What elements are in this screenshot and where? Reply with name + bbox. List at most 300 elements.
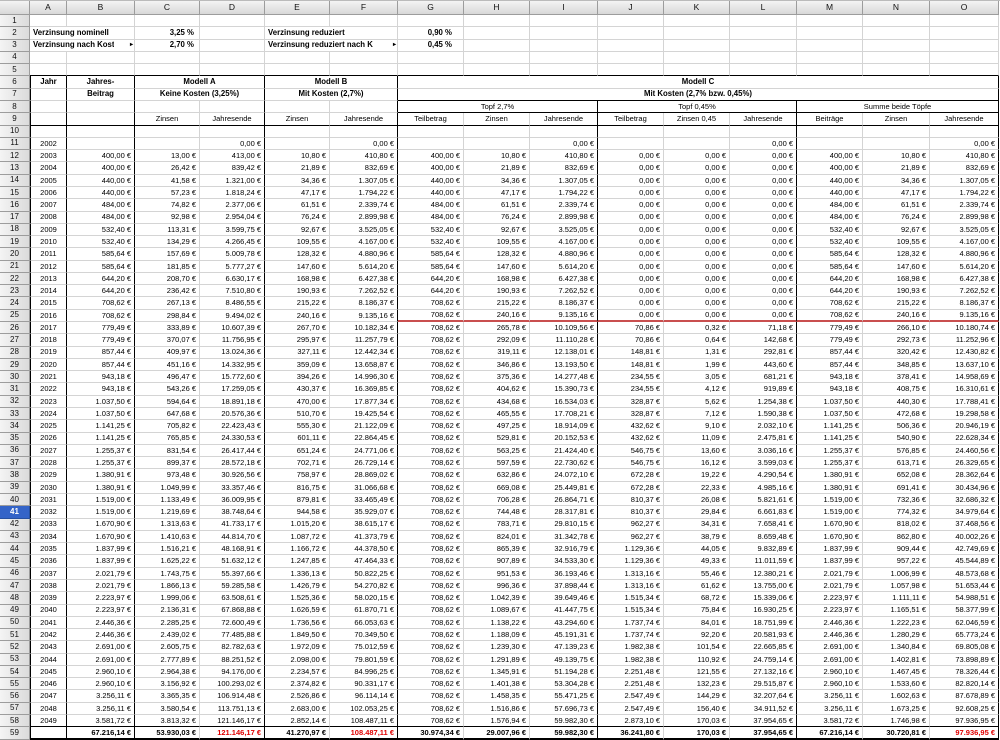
cell-O50[interactable]: 62.046,59 €: [930, 617, 999, 629]
row-header-19[interactable]: 19: [0, 236, 30, 248]
cell-I25[interactable]: 9.135,16 €: [530, 310, 598, 322]
cell-I57[interactable]: 57.696,73 €: [530, 703, 598, 715]
row-header-12[interactable]: 12: [0, 150, 30, 162]
cell-O25[interactable]: 9.135,16 €: [930, 310, 999, 322]
cell-D1[interactable]: [200, 15, 265, 27]
cell-B56[interactable]: 3.256,11 €: [67, 690, 135, 702]
cell-G19[interactable]: 532,40 €: [398, 236, 464, 248]
cell-O56[interactable]: 87.678,89 €: [930, 690, 999, 702]
cell-L57[interactable]: 34.911,52 €: [730, 703, 797, 715]
cell-I59[interactable]: 59.982,30 €: [530, 727, 598, 739]
cell-C35[interactable]: 765,85 €: [135, 433, 200, 445]
cell-M46[interactable]: 2.021,79 €: [797, 568, 863, 580]
cell-C8[interactable]: [135, 101, 200, 113]
cell-E42[interactable]: 1.015,20 €: [265, 519, 330, 531]
cell-I15[interactable]: 1.794,22 €: [530, 187, 598, 199]
cell-J30[interactable]: 234,55 €: [598, 371, 664, 383]
cell-O45[interactable]: 45.544,89 €: [930, 555, 999, 567]
cell-B54[interactable]: 2.960,10 €: [67, 666, 135, 678]
cell-J11[interactable]: [598, 138, 664, 150]
cell-G10[interactable]: [398, 126, 464, 138]
cell-L25[interactable]: 0,00 €: [730, 310, 797, 322]
column-header-L[interactable]: L: [730, 1, 797, 15]
cell-D50[interactable]: 72.600,49 €: [200, 617, 265, 629]
cell-E56[interactable]: 2.526,86 €: [265, 690, 330, 702]
cell-I49[interactable]: 41.447,75 €: [530, 605, 598, 617]
cell-I50[interactable]: 43.294,60 €: [530, 617, 598, 629]
cell-K46[interactable]: 55,46 €: [664, 568, 730, 580]
cell-F57[interactable]: 102.053,25 €: [330, 703, 398, 715]
cell-I38[interactable]: 24.072,10 €: [530, 469, 598, 481]
row-header-18[interactable]: 18: [0, 224, 30, 236]
cell-H43[interactable]: 824,01 €: [464, 531, 530, 543]
row-header-15[interactable]: 15: [0, 187, 30, 199]
cell-I56[interactable]: 55.471,25 €: [530, 690, 598, 702]
cell-O11[interactable]: 0,00 €: [930, 138, 999, 150]
cell-G2[interactable]: 0,90 %: [398, 27, 464, 39]
row-header-52[interactable]: 52: [0, 641, 30, 653]
cell-J12[interactable]: 0,00 €: [598, 150, 664, 162]
cell-N15[interactable]: 47,17 €: [863, 187, 930, 199]
cell-L49[interactable]: 16.930,25 €: [730, 605, 797, 617]
cell-I13[interactable]: 832,69 €: [530, 162, 598, 174]
cell-L56[interactable]: 32.207,64 €: [730, 690, 797, 702]
row-header-14[interactable]: 14: [0, 175, 30, 187]
cell-G52[interactable]: 708,62 €: [398, 641, 464, 653]
cell-B48[interactable]: 2.223,97 €: [67, 592, 135, 604]
cell-D20[interactable]: 5.009,78 €: [200, 248, 265, 260]
cell-N43[interactable]: 862,80 €: [863, 531, 930, 543]
cell-H16[interactable]: 61,51 €: [464, 199, 530, 211]
cell-I11[interactable]: 0,00 €: [530, 138, 598, 150]
cell-F33[interactable]: 19.425,54 €: [330, 408, 398, 420]
cell-G16[interactable]: 484,00 €: [398, 199, 464, 211]
cell-K41[interactable]: 29,84 €: [664, 506, 730, 518]
cell-B59[interactable]: 67.216,14 €: [67, 727, 135, 739]
row-header-49[interactable]: 49: [0, 605, 30, 617]
cell-J45[interactable]: 1.129,36 €: [598, 555, 664, 567]
row-header-33[interactable]: 33: [0, 408, 30, 420]
cell-F5[interactable]: [330, 64, 398, 76]
row-header-51[interactable]: 51: [0, 629, 30, 641]
cell-J51[interactable]: 1.737,74 €: [598, 629, 664, 641]
cell-C9[interactable]: Zinsen: [135, 113, 200, 125]
cell-I5[interactable]: [530, 64, 598, 76]
cell-A33[interactable]: 2024: [30, 408, 67, 420]
cell-J38[interactable]: 672,28 €: [598, 469, 664, 481]
cell-A4[interactable]: [30, 52, 67, 64]
cell-G9[interactable]: Teilbetrag: [398, 113, 464, 125]
cell-D2[interactable]: [200, 27, 265, 39]
cell-G35[interactable]: 708,62 €: [398, 433, 464, 445]
cell-A5[interactable]: [30, 64, 67, 76]
cell-N14[interactable]: 34,36 €: [863, 175, 930, 187]
cell-L26[interactable]: 71,18 €: [730, 322, 797, 334]
cell-N59[interactable]: 30.720,81 €: [863, 727, 930, 739]
cell-I27[interactable]: 11.110,28 €: [530, 334, 598, 346]
cell-A21[interactable]: 2012: [30, 261, 67, 273]
cell-E47[interactable]: 1.426,79 €: [265, 580, 330, 592]
cell-G1[interactable]: [398, 15, 464, 27]
cell-A55[interactable]: 2046: [30, 678, 67, 690]
row-header-24[interactable]: 24: [0, 297, 30, 309]
cell-F53[interactable]: 79.801,59 €: [330, 654, 398, 666]
cell-O29[interactable]: 13.637,10 €: [930, 359, 999, 371]
cell-J16[interactable]: 0,00 €: [598, 199, 664, 211]
cell-B42[interactable]: 1.670,90 €: [67, 519, 135, 531]
cell-B5[interactable]: [67, 64, 135, 76]
row-header-36[interactable]: 36: [0, 445, 30, 457]
cell-D18[interactable]: 3.599,75 €: [200, 224, 265, 236]
cell-G39[interactable]: 708,62 €: [398, 482, 464, 494]
cell-E3[interactable]: [265, 40, 398, 52]
cell-N39[interactable]: 691,41 €: [863, 482, 930, 494]
cell-O41[interactable]: 34.979,64 €: [930, 506, 999, 518]
cell-H57[interactable]: 1.516,86 €: [464, 703, 530, 715]
cell-H36[interactable]: 563,25 €: [464, 445, 530, 457]
cell-G47[interactable]: 708,62 €: [398, 580, 464, 592]
cell-K2[interactable]: [664, 27, 730, 39]
cell-D43[interactable]: 44.814,70 €: [200, 531, 265, 543]
cell-K26[interactable]: 0,32 €: [664, 322, 730, 334]
cell-G25[interactable]: 708,62 €: [398, 310, 464, 322]
cell-M9[interactable]: Beiträge: [797, 113, 863, 125]
row-header-40[interactable]: 40: [0, 494, 30, 506]
cell-A26[interactable]: 2017: [30, 322, 67, 334]
cell-M18[interactable]: 532,40 €: [797, 224, 863, 236]
cell-G44[interactable]: 708,62 €: [398, 543, 464, 555]
row-header-45[interactable]: 45: [0, 555, 30, 567]
cell-F34[interactable]: 21.122,09 €: [330, 420, 398, 432]
cell-M59[interactable]: 67.216,14 €: [797, 727, 863, 739]
cell-I39[interactable]: 25.449,81 €: [530, 482, 598, 494]
cell-E5[interactable]: [265, 64, 330, 76]
cell-N57[interactable]: 1.673,25 €: [863, 703, 930, 715]
cell-B35[interactable]: 1.141,25 €: [67, 433, 135, 445]
cell-D5[interactable]: [200, 64, 265, 76]
cell-F9[interactable]: Jahresende: [330, 113, 398, 125]
cell-I20[interactable]: 4.880,96 €: [530, 248, 598, 260]
cell-D31[interactable]: 17.259,05 €: [200, 383, 265, 395]
cell-D40[interactable]: 36.009,95 €: [200, 494, 265, 506]
cell-K42[interactable]: 34,31 €: [664, 519, 730, 531]
cell-D8[interactable]: [200, 101, 265, 113]
cell-C34[interactable]: 705,82 €: [135, 420, 200, 432]
cell-F50[interactable]: 66.053,63 €: [330, 617, 398, 629]
cell-E4[interactable]: [265, 52, 330, 64]
cell-G26[interactable]: 708,62 €: [398, 322, 464, 334]
cell-E26[interactable]: 267,70 €: [265, 322, 330, 334]
cell-A19[interactable]: 2010: [30, 236, 67, 248]
row-header-59[interactable]: 59: [0, 727, 30, 739]
cell-D25[interactable]: 9.494,02 €: [200, 310, 265, 322]
cell-B1[interactable]: [67, 15, 135, 27]
cell-B17[interactable]: 484,00 €: [67, 212, 135, 224]
cell-E59[interactable]: 41.270,97 €: [265, 727, 330, 739]
cell-B57[interactable]: 3.256,11 €: [67, 703, 135, 715]
cell-O51[interactable]: 65.773,24 €: [930, 629, 999, 641]
cell-J13[interactable]: 0,00 €: [598, 162, 664, 174]
cell-A39[interactable]: 2030: [30, 482, 67, 494]
cell-M35[interactable]: 1.141,25 €: [797, 433, 863, 445]
cell-B26[interactable]: 779,49 €: [67, 322, 135, 334]
cell-L48[interactable]: 15.339,06 €: [730, 592, 797, 604]
cell-A58[interactable]: 2049: [30, 715, 67, 727]
row-header-47[interactable]: 47: [0, 580, 30, 592]
cell-M25[interactable]: 708,62 €: [797, 310, 863, 322]
cell-D24[interactable]: 8.486,55 €: [200, 297, 265, 309]
cell-I17[interactable]: 2.899,98 €: [530, 212, 598, 224]
cell-N46[interactable]: 1.006,99 €: [863, 568, 930, 580]
cell-D19[interactable]: 4.266,45 €: [200, 236, 265, 248]
cell-B20[interactable]: 585,64 €: [67, 248, 135, 260]
cell-F15[interactable]: 1.794,22 €: [330, 187, 398, 199]
cell-A13[interactable]: 2004: [30, 162, 67, 174]
cell-N33[interactable]: 472,68 €: [863, 408, 930, 420]
cell-E38[interactable]: 758,97 €: [265, 469, 330, 481]
cell-D44[interactable]: 48.168,91 €: [200, 543, 265, 555]
row-header-50[interactable]: 50: [0, 617, 30, 629]
cell-I1[interactable]: [530, 15, 598, 27]
cell-D35[interactable]: 24.330,53 €: [200, 433, 265, 445]
cell-G14[interactable]: 440,00 €: [398, 175, 464, 187]
cell-E44[interactable]: 1.166,72 €: [265, 543, 330, 555]
cell-C26[interactable]: 333,89 €: [135, 322, 200, 334]
cell-A44[interactable]: 2035: [30, 543, 67, 555]
cell-E41[interactable]: 944,58 €: [265, 506, 330, 518]
cell-H20[interactable]: 128,32 €: [464, 248, 530, 260]
cell-I41[interactable]: 28.317,81 €: [530, 506, 598, 518]
cell-E14[interactable]: 34,36 €: [265, 175, 330, 187]
cell-C3[interactable]: 2,70 %: [135, 40, 200, 52]
cell-N54[interactable]: 1.467,45 €: [863, 666, 930, 678]
cell-N47[interactable]: 1.057,98 €: [863, 580, 930, 592]
cell-C51[interactable]: 2.439,02 €: [135, 629, 200, 641]
cell-F25[interactable]: 9.135,16 €: [330, 310, 398, 322]
cell-H58[interactable]: 1.576,94 €: [464, 715, 530, 727]
cell-L46[interactable]: 12.380,21 €: [730, 568, 797, 580]
cell-J48[interactable]: 1.515,34 €: [598, 592, 664, 604]
cell-L23[interactable]: 0,00 €: [730, 285, 797, 297]
cell-H54[interactable]: 1.345,91 €: [464, 666, 530, 678]
cell-J27[interactable]: 70,86 €: [598, 334, 664, 346]
cell-N56[interactable]: 1.602,63 €: [863, 690, 930, 702]
cell-E7[interactable]: Mit Kosten (2,7%): [265, 89, 398, 101]
cell-N58[interactable]: 1.746,98 €: [863, 715, 930, 727]
cell-D53[interactable]: 88.251,52 €: [200, 654, 265, 666]
cell-J55[interactable]: 2.251,48 €: [598, 678, 664, 690]
row-header-26[interactable]: 26: [0, 322, 30, 334]
cell-E43[interactable]: 1.087,72 €: [265, 531, 330, 543]
row-header-2[interactable]: 2: [0, 27, 30, 39]
cell-J1[interactable]: [598, 15, 664, 27]
cell-C56[interactable]: 3.365,35 €: [135, 690, 200, 702]
cell-L42[interactable]: 7.658,41 €: [730, 519, 797, 531]
cell-I24[interactable]: 8.186,37 €: [530, 297, 598, 309]
cell-N25[interactable]: 240,16 €: [863, 310, 930, 322]
cell-J21[interactable]: 0,00 €: [598, 261, 664, 273]
cell-J9[interactable]: Teilbetrag: [598, 113, 664, 125]
cell-C20[interactable]: 157,69 €: [135, 248, 200, 260]
cell-L19[interactable]: 0,00 €: [730, 236, 797, 248]
cell-H45[interactable]: 907,89 €: [464, 555, 530, 567]
cell-D15[interactable]: 1.818,24 €: [200, 187, 265, 199]
cell-D41[interactable]: 38.748,64 €: [200, 506, 265, 518]
cell-L29[interactable]: 443,60 €: [730, 359, 797, 371]
cell-K11[interactable]: [664, 138, 730, 150]
row-header-41[interactable]: 41: [0, 506, 30, 518]
cell-N53[interactable]: 1.402,81 €: [863, 654, 930, 666]
cell-K48[interactable]: 68,72 €: [664, 592, 730, 604]
cell-A27[interactable]: 2018: [30, 334, 67, 346]
cell-H4[interactable]: [464, 52, 530, 64]
cell-L31[interactable]: 919,89 €: [730, 383, 797, 395]
cell-F51[interactable]: 70.349,50 €: [330, 629, 398, 641]
cell-D45[interactable]: 51.632,12 €: [200, 555, 265, 567]
row-header-4[interactable]: 4: [0, 52, 30, 64]
cell-F30[interactable]: 14.996,30 €: [330, 371, 398, 383]
cell-D52[interactable]: 82.782,63 €: [200, 641, 265, 653]
cell-G38[interactable]: 708,62 €: [398, 469, 464, 481]
cell-E17[interactable]: 76,24 €: [265, 212, 330, 224]
cell-N1[interactable]: [863, 15, 930, 27]
cell-O16[interactable]: 2.339,74 €: [930, 199, 999, 211]
cell-N10[interactable]: [863, 126, 930, 138]
cell-H39[interactable]: 669,08 €: [464, 482, 530, 494]
row-header-53[interactable]: 53: [0, 654, 30, 666]
cell-C21[interactable]: 181,85 €: [135, 261, 200, 273]
cell-G34[interactable]: 708,62 €: [398, 420, 464, 432]
cell-L41[interactable]: 6.661,83 €: [730, 506, 797, 518]
cell-J36[interactable]: 546,75 €: [598, 445, 664, 457]
cell-D37[interactable]: 28.572,18 €: [200, 457, 265, 469]
cell-A12[interactable]: 2003: [30, 150, 67, 162]
cell-M36[interactable]: 1.255,37 €: [797, 445, 863, 457]
cell-C53[interactable]: 2.777,89 €: [135, 654, 200, 666]
column-header-N[interactable]: N: [863, 1, 930, 15]
cell-N27[interactable]: 292,73 €: [863, 334, 930, 346]
cell-A46[interactable]: 2037: [30, 568, 67, 580]
cell-J52[interactable]: 1.982,38 €: [598, 641, 664, 653]
cell-B28[interactable]: 857,44 €: [67, 347, 135, 359]
cell-O35[interactable]: 22.628,34 €: [930, 433, 999, 445]
cell-F20[interactable]: 4.880,96 €: [330, 248, 398, 260]
cell-A48[interactable]: 2039: [30, 592, 67, 604]
cell-A51[interactable]: 2042: [30, 629, 67, 641]
cell-G41[interactable]: 708,62 €: [398, 506, 464, 518]
cell-O54[interactable]: 78.326,44 €: [930, 666, 999, 678]
cell-O24[interactable]: 8.186,37 €: [930, 297, 999, 309]
cell-F37[interactable]: 26.729,14 €: [330, 457, 398, 469]
cell-M26[interactable]: 779,49 €: [797, 322, 863, 334]
cell-G20[interactable]: 585,64 €: [398, 248, 464, 260]
cell-C22[interactable]: 208,70 €: [135, 273, 200, 285]
cell-E48[interactable]: 1.525,36 €: [265, 592, 330, 604]
cell-G42[interactable]: 708,62 €: [398, 519, 464, 531]
cell-I26[interactable]: 10.109,56 €: [530, 322, 598, 334]
cell-L39[interactable]: 4.985,16 €: [730, 482, 797, 494]
cell-J59[interactable]: 36.241,80 €: [598, 727, 664, 739]
cell-I10[interactable]: [530, 126, 598, 138]
cell-M17[interactable]: 484,00 €: [797, 212, 863, 224]
cell-A56[interactable]: 2047: [30, 690, 67, 702]
cell-M8[interactable]: Summe beide Töpfe: [797, 101, 999, 113]
cell-I36[interactable]: 21.424,40 €: [530, 445, 598, 457]
cell-C58[interactable]: 3.813,32 €: [135, 715, 200, 727]
cell-H41[interactable]: 744,48 €: [464, 506, 530, 518]
cell-H19[interactable]: 109,55 €: [464, 236, 530, 248]
cell-I43[interactable]: 31.342,78 €: [530, 531, 598, 543]
cell-H52[interactable]: 1.239,30 €: [464, 641, 530, 653]
cell-I47[interactable]: 37.898,44 €: [530, 580, 598, 592]
cell-D22[interactable]: 6.630,17 €: [200, 273, 265, 285]
cell-K47[interactable]: 61,62 €: [664, 580, 730, 592]
cell-K12[interactable]: 0,00 €: [664, 150, 730, 162]
cell-K16[interactable]: 0,00 €: [664, 199, 730, 211]
cell-G7[interactable]: Mit Kosten (2,7% bzw. 0,45%): [398, 89, 999, 101]
cell-M34[interactable]: 1.141,25 €: [797, 420, 863, 432]
cell-M4[interactable]: [797, 52, 863, 64]
cell-D34[interactable]: 22.423,43 €: [200, 420, 265, 432]
cell-E18[interactable]: 92,67 €: [265, 224, 330, 236]
row-header-25[interactable]: 25: [0, 310, 30, 322]
cell-I34[interactable]: 18.914,09 €: [530, 420, 598, 432]
cell-K13[interactable]: 0,00 €: [664, 162, 730, 174]
cell-A1[interactable]: [30, 15, 67, 27]
cell-O13[interactable]: 832,69 €: [930, 162, 999, 174]
cell-F42[interactable]: 38.615,17 €: [330, 519, 398, 531]
cell-E11[interactable]: [265, 138, 330, 150]
cell-O34[interactable]: 20.946,19 €: [930, 420, 999, 432]
cell-K3[interactable]: [664, 40, 730, 52]
cell-K55[interactable]: 132,23 €: [664, 678, 730, 690]
cell-G8[interactable]: Topf 2,7%: [398, 101, 598, 113]
cell-D11[interactable]: 0,00 €: [200, 138, 265, 150]
cell-N3[interactable]: [863, 40, 930, 52]
cell-G37[interactable]: 708,62 €: [398, 457, 464, 469]
cell-O18[interactable]: 3.525,05 €: [930, 224, 999, 236]
cell-J54[interactable]: 2.251,48 €: [598, 666, 664, 678]
cell-L15[interactable]: 0,00 €: [730, 187, 797, 199]
cell-F21[interactable]: 5.614,20 €: [330, 261, 398, 273]
cell-O57[interactable]: 92.608,25 €: [930, 703, 999, 715]
cell-A8[interactable]: [30, 101, 67, 113]
cell-A16[interactable]: 2007: [30, 199, 67, 211]
cell-M2[interactable]: [797, 27, 863, 39]
cell-A47[interactable]: 2038: [30, 580, 67, 592]
cell-F46[interactable]: 50.822,25 €: [330, 568, 398, 580]
cell-M3[interactable]: [797, 40, 863, 52]
cell-C52[interactable]: 2.605,75 €: [135, 641, 200, 653]
cell-K56[interactable]: 144,29 €: [664, 690, 730, 702]
cell-G5[interactable]: [398, 64, 464, 76]
cell-F8[interactable]: [330, 101, 398, 113]
cell-M31[interactable]: 943,18 €: [797, 383, 863, 395]
row-header-34[interactable]: 34: [0, 420, 30, 432]
cell-C37[interactable]: 899,37 €: [135, 457, 200, 469]
cell-I12[interactable]: 410,80 €: [530, 150, 598, 162]
cell-N44[interactable]: 909,44 €: [863, 543, 930, 555]
cell-J41[interactable]: 810,37 €: [598, 506, 664, 518]
cell-E40[interactable]: 879,81 €: [265, 494, 330, 506]
cell-E31[interactable]: 430,37 €: [265, 383, 330, 395]
cell-J39[interactable]: 672,28 €: [598, 482, 664, 494]
cell-D16[interactable]: 2.377,06 €: [200, 199, 265, 211]
column-header-H[interactable]: H: [464, 1, 530, 15]
column-header-J[interactable]: J: [598, 1, 664, 15]
cell-J15[interactable]: 0,00 €: [598, 187, 664, 199]
cell-F39[interactable]: 31.066,68 €: [330, 482, 398, 494]
